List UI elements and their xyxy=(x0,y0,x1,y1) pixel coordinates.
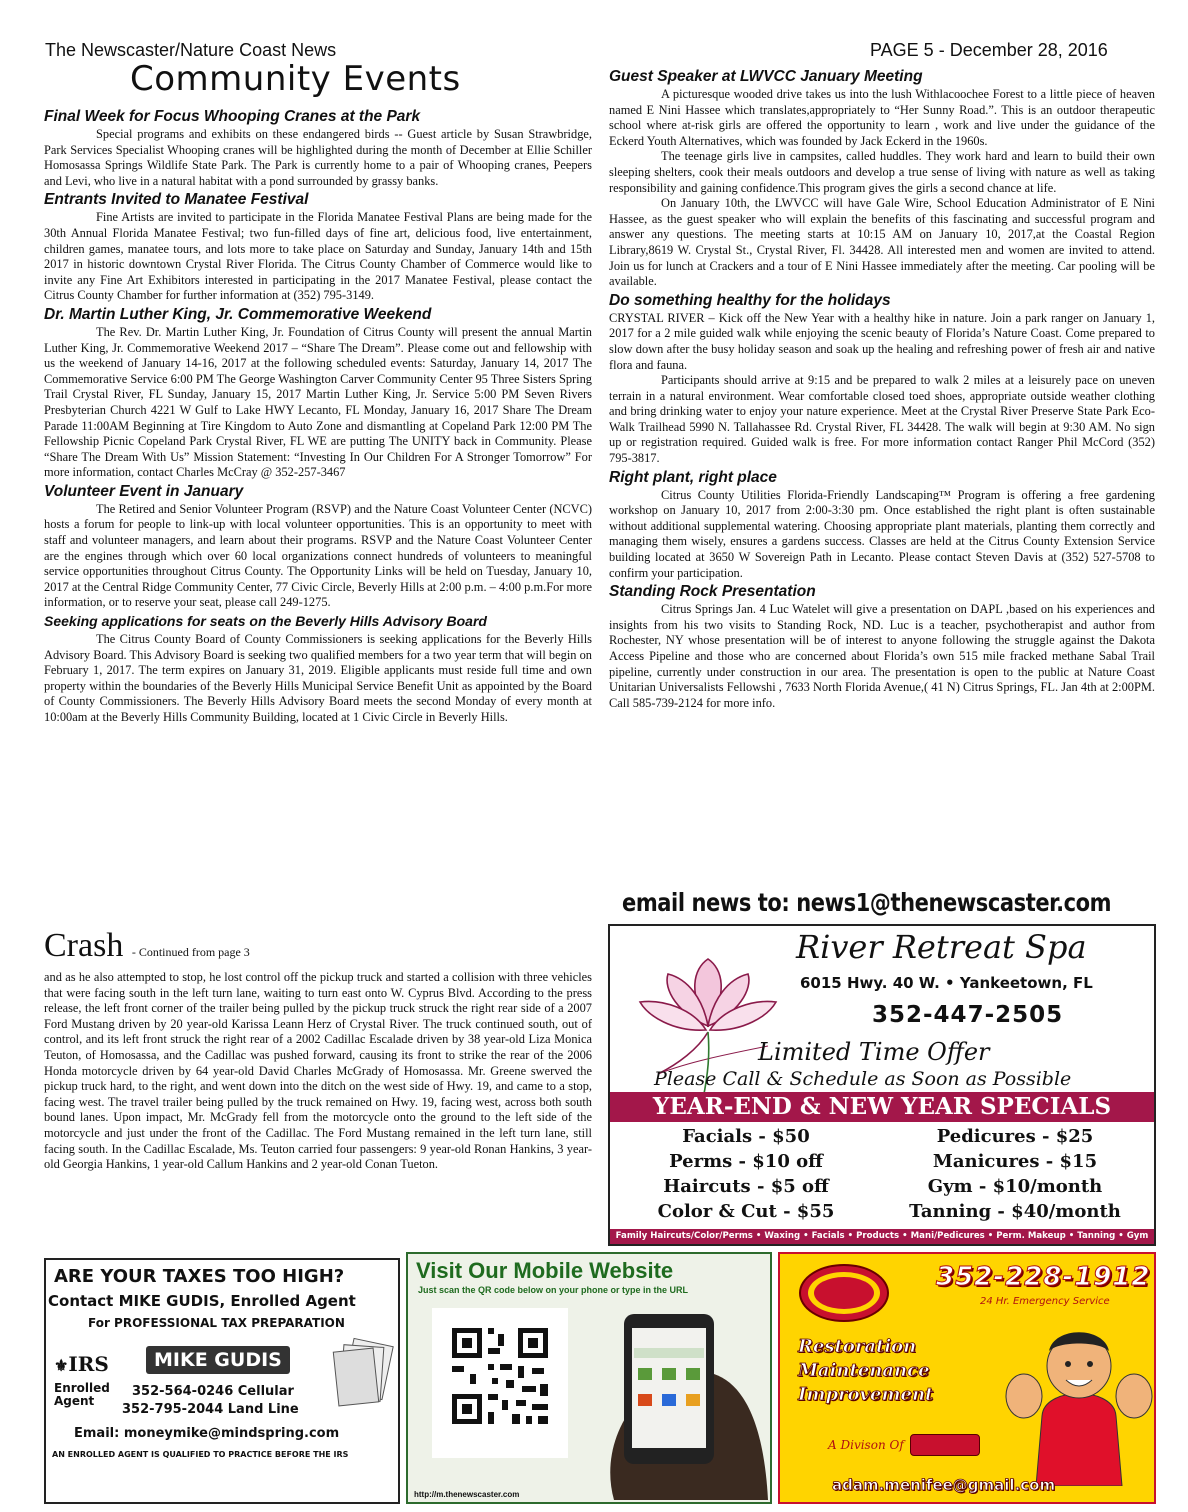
spa-prices-left xyxy=(646,1124,846,1224)
article-standing-rock: Citrus Springs Jan. 4 Luc Watelet will give a presentation on DAPL ,based on his experiences and insights from his two visits to Standing Rock, ND. Luc is a teacher, psychotherapist and author from Rochester, NY whose presentation will be of interest to anyone following the struggle against the Dakota Access Pipeline and those who are concerned about Florida’s own 515 mile fracked methane Sabal Trail pipeline, currently under construction in our area. The presentation is open to the public at Nature Coast Unitarian Universalists Fellowshi , 7633 North Florida Avenue,( 41 N) Citrus Springs, FL. Jan 4th at 2:00PM. Call 585-739-2124 for more info. xyxy=(609,602,1155,710)
right-column xyxy=(609,66,1155,711)
spa-ad xyxy=(608,924,1156,1246)
tax-ad xyxy=(44,1258,400,1504)
price-item: Tanning - $40/month xyxy=(909,1201,1121,1222)
article-guest-p1: A picturesque wooded drive takes us into the lush Withlacoochee Forest to a little piece of heaven named E Nini Hassee which translates,appropriately to “Her Sunny Road.”. This is an outdoor therapeutic school where at-risk girls are offered the opportunity to learn , work and live under the guidance of the Eckerd Youth Alternatives, which was founded by Jack Eckerd in the 1960s. xyxy=(609,87,1155,148)
article-guest-p2: The teenage girls live in campsites, called huddles. They work hard and learn to build their own sleeping shelters, cook their meals outdoors and develop a true sense of living with nature as well as taking responsibility and gaining confidence.This program gives the girls a second chance at life. xyxy=(609,149,1155,195)
headline-plant: Right plant, right place xyxy=(609,468,777,486)
price-item: Pedicures - $25 xyxy=(936,1126,1094,1147)
article-healthy-p2: Participants should arrive at 9:15 and be prepared to walk 2 miles at a leisurely pace on uneven terrain in a natural environment. Wear comfortable closed toed shoes, appropriate outside weather clothing and bring drinking water to enjoy your nature experience. Meet at the Crystal River Preserve State Park Eco-Walk Trailhead 5990 N. Tallahassee Rd. Crystal River, FL 34428. The walk will begin at 9:30 AM. No sign up or registration required. Guided walk is free. For more information contact Ranger Phil McCord (352) 795-3817. xyxy=(609,373,1155,466)
left-column xyxy=(44,106,592,726)
spa-call: Please Call & Schedule as Soon as Possible xyxy=(654,1068,1072,1090)
handy-service: Maintenance xyxy=(798,1360,930,1381)
headline-healthy: Do something healthy for the holidays xyxy=(609,291,891,309)
price-item: Gym - $10/month xyxy=(927,1176,1103,1197)
article-volunteer: The Retired and Senior Volunteer Program (RSVP) and the Nature Coast Volunteer Center (NCVC) hosts a forum for people to link-up with local volunteer opportunities. This is an opportunity to meet with staff and volunteer managers, and learn about their programs. RSVP and the Nature Coast Volunteer Center are the engines through which over 60 local organizations connect hundreds of volunteers to meaningful service opportunities throughout Citrus County. The Opportunity Links will be held on Tuesday, January 10, 2017 at the Central Ridge Community Center, 77 Civic Circle, Beverly Hills at 2:00 p.m. – 4:00 p.m.For more information, or to reserve your seat, please call 249-1275. xyxy=(44,501,592,610)
article-crash: and as he also attempted to stop, he lost control off the pickup truck and started a collision with three vehicles that were facing south in the left turn lane, waiting to turn east onto W. Cyprus Blvd. According to the press release, the left front corner of the trailer being pulled by the pickup truck struck the right rear side of a 2007 Ford Mustang driven by 20 year-old Karissa Leann Herz of Crystal River. The truck continued south, out of control, and its left front struck the right rear of a 2002 Cadillac Escalade driven by 38 year-old Liza Monica Teuton, of Homosassa, and the Cadillac was pushed forward, causing its front to strike the rear of the 2006 Honda motorcycle driven by 64 year-old David Charles McGrady of Homosassa. Mr. Greene swerved the pickup truck hard, to the right, and went down into the ditch on the west side of Hwy. 19, and came to a stop, facing west. The travel trailer being pulled by the truck remained on Hwy. 19, facing west, across both south bound lanes. Upon impact, Mr. McGrady fell from the motorcycle onto the ground to the left side of the motorcycle and just under the front of the Cadillac. The Ford Mustang remained in the left turn lane, still facing south. In the Cadillac Escalade, Ms. Teuton carried four passengers: 9 year-old Ronan Hankins, 3 year-old Georgia Hankins, 1 year-old Callum Hankins and 2 year-old Conan Tueton. xyxy=(44,970,592,1172)
article-healthy-p1: CRYSTAL RIVER – Kick off the New Year with a healthy hike in nature. Join a park ranger on January 1, 2017 for a 2 mile guided walk while enjoying the scenic beauty of Florida’s Nature Coast. Come prepared to slow down after the busy holiday season and soak up the healing and refreshing power of fresh air and native flora and fauna. xyxy=(609,310,1155,372)
tax-disclaimer: AN ENROLLED AGENT IS QUALIFIED TO PRACTICE BEFORE THE IRS xyxy=(52,1450,349,1459)
tax-forms-icon xyxy=(332,1336,396,1408)
handy-ad xyxy=(778,1252,1156,1504)
headline-volunteer: Volunteer Event in January xyxy=(44,482,244,500)
mobile-ad-subtitle: Just scan the QR code below on your phone or type in the URL xyxy=(418,1285,689,1295)
mike-gudis-box: MIKE GUDIS xyxy=(146,1346,290,1374)
spa-prices-right xyxy=(900,1124,1130,1224)
price-item: Facials - $50 xyxy=(682,1126,810,1147)
mobile-website-ad xyxy=(406,1252,772,1504)
article-whooping: Special programs and exhibits on these endangered birds -- Guest article by Susan Strawbridge, Park Services Specialist Whooping cranes will be highlighted during the month of December at Ellie Schiller Homosassa Springs Wildlife State Park. The Park is currently home to a pair of Whooping cranes, Peepers and Levi, who live in a natural habitat with a pond surrounded by grassy banks. xyxy=(44,127,592,188)
spa-address: 6015 Hwy. 40 W. • Yankeetown, FL xyxy=(800,974,1093,992)
spa-offer: Limited Time Offer xyxy=(758,1038,990,1066)
price-item: Haircuts - $5 off xyxy=(663,1176,829,1197)
handyman-mascot-icon xyxy=(1004,1306,1154,1486)
email-banner: email news to: news1@thenewscaster.com xyxy=(622,888,1112,917)
crash-column xyxy=(44,928,592,1173)
article-beverly: The Citrus County Board of County Commissioners is seeking applications for the Beverly Hills Advisory Board. This Advisory Board is seeking two qualified members for a two year term that will begin on February 1, 2017. The term expires on January 31, 2019. Eligible applicants must reside full time and own property within the boundaries of the Beverly Hills Municipal Service Benefit Unit as appointed by the Board of County Commissioners. The Beverly Hills Advisory Board meets the second Monday of every month at 10:00am at the Beverly Hills Community Building, located at 1 Civic Circle in Beverly Hills. xyxy=(44,632,592,724)
tax-email: Email: moneymike@mindspring.com xyxy=(74,1426,340,1441)
tax-contact: Contact MIKE GUDIS, Enrolled Agent xyxy=(48,1292,356,1310)
headline-standing-rock: Standing Rock Presentation xyxy=(609,583,816,601)
headline-mlk: Dr. Martin Luther King, Jr. Commemorative Weekend xyxy=(44,305,432,323)
article-mlk: The Rev. Dr. Martin Luther King, Jr. Foundation of Citrus County will present the annual Martin Luther King, Jr. Commemorative Weekend 2017 – “Share The Dream”. Please come out and fellowship with us the weekend of January 14-16, 2017 at the following scheduled events: Saturday, January 14, 2017 The Commemorative Service 6:00 PM The George Washington Carver Community Center 95 Three Sisters Spring Trail Crystal River, FL Sunday, January 15, 2017 Martin Luther King, Jr. Service 5:00 PM Seven Rivers Presbyterian Church 4221 W Gulf to Lake HWY Lecanto, FL Monday, January 16, 2017 Share The Dream Parade 11:00AM Beginning at Tire Kingdom to Auto Zone and dismantling at Copeland Park 12:00 PM The Fellowship Picnic Copeland Park Crystal River, FL WE are putting The UNITY back in Community. Please “Share The Dream With Us” Mission Statement: “Investing In Our Children For A Stronger Tomorrow” For more information, contact Charles McCray @ 352-257-3467 xyxy=(44,324,592,480)
irs-logo-icon: ⚜IRS xyxy=(54,1352,109,1376)
handy-phone: 352-228-1912 xyxy=(936,1262,1151,1292)
spa-services-band: Family Haircuts/Color/Perms • Waxing • Facials • Products • Mani/Pedicures • Perm. Makeup • Tanning • Gym xyxy=(610,1229,1154,1244)
handy-emergency: 24 Hr. Emergency Service xyxy=(980,1296,1110,1307)
price-item: Color & Cut - $55 xyxy=(657,1201,835,1222)
handy-division: A Divison Of xyxy=(828,1438,904,1452)
tax-cell-phone: 352-564-0246 Cellular xyxy=(132,1384,294,1399)
handy-service: Improvement xyxy=(798,1384,934,1405)
construction-logo-icon xyxy=(910,1434,980,1456)
tax-land-line: 352-795-2044 Land Line xyxy=(122,1402,299,1417)
handy-andy-logo-icon xyxy=(798,1262,890,1324)
article-guest-p3: On January 10th, the LWVCC will have Gale Wire, School Education Administrator of E Nini Hassee, as the guest speaker who will explain the benefits of this fascinating and successful program and answer any questions. The meeting starts at 10:15 AM on January 10, 2017,at the Coastal Region Library,8619 W. Crystal St., Crystal River, Fl. 34428. All interested men and women are invited to attend. Join us for lunch at Crackers and a tour of E Nini Hassee immediately after the meeting. Car pooling will be available. xyxy=(609,196,1155,289)
handy-service: Restoration xyxy=(798,1336,917,1357)
article-plant: Citrus County Utilities Florida-Friendly Landscaping™ Program is offering a free gardening workshop on January 10, 2017 from 2:00-3:30 pm. Once established the right plant is often sustainable without additional supplemental watering. Choosing appropriate plant materials, planting them correctly and managing them wisely, ensures a gardens success. Classes are held at the Citrus County Extension Service building located at 3650 W Sovereign Path in Lecanto. Please contact Steven Davis at (352) 527-5708 to confirm your participation. xyxy=(609,487,1155,580)
mobile-ad-url[interactable]: http://m.thenewscaster.com xyxy=(414,1490,520,1499)
qr-code-icon xyxy=(432,1308,568,1458)
publication-name: The Newscaster/Nature Coast News xyxy=(45,40,337,60)
spa-specials-band: YEAR-END & NEW YEAR SPECIALS xyxy=(610,1092,1154,1122)
headline-whooping: Final Week for Focus Whooping Cranes at the Park xyxy=(44,108,421,125)
section-title: Community Events xyxy=(130,59,461,99)
headline-guest-speaker: Guest Speaker at LWVCC January Meeting xyxy=(609,68,923,85)
crash-continued: - Continued from page 3 xyxy=(131,945,250,959)
page-info: PAGE 5 - December 28, 2016 xyxy=(870,40,1108,60)
price-item: Manicures - $15 xyxy=(932,1151,1098,1172)
headline-beverly: Seeking applications for seats on the Beverly Hills Advisory Board xyxy=(44,613,487,630)
handy-email[interactable]: adam.menifee@gmail.com xyxy=(832,1476,1056,1494)
price-item: Perms - $10 off xyxy=(669,1151,823,1172)
spa-name: River Retreat Spa xyxy=(796,928,1087,966)
article-manatee: Fine Artists are invited to participate in the Florida Manatee Festival Plans are being made for the 30th Annual Florida Manatee Festival; two fun-filled days of fine art, delicious food, live entertainment, children games, manatee tours, and lots more to take place on Saturday and Sunday, January 14th and 15th 2017 in historic downtown Crystal River Florida. The Citrus County Chamber of Commerce would like to invite any Fine Art Exhibitors interested in participating in the 2017 Manatee Festival, please contact the Citrus County Chamber for further information at (352) 795-3149. xyxy=(44,210,592,303)
spa-phone: 352-447-2505 xyxy=(872,1002,1064,1028)
tax-headline: ARE YOUR TAXES TOO HIGH? xyxy=(54,1266,345,1287)
tax-service: For PROFESSIONAL TAX PREPARATION xyxy=(88,1316,345,1330)
headline-manatee: Entrants Invited to Manatee Festival xyxy=(44,191,309,209)
smartphone-icon xyxy=(584,1304,768,1500)
headline-crash: Crash - Continued from page 3 xyxy=(44,927,250,964)
enrolled-agent-label: Enrolled Agent xyxy=(54,1381,110,1408)
mobile-ad-title: Visit Our Mobile Website xyxy=(416,1258,674,1283)
